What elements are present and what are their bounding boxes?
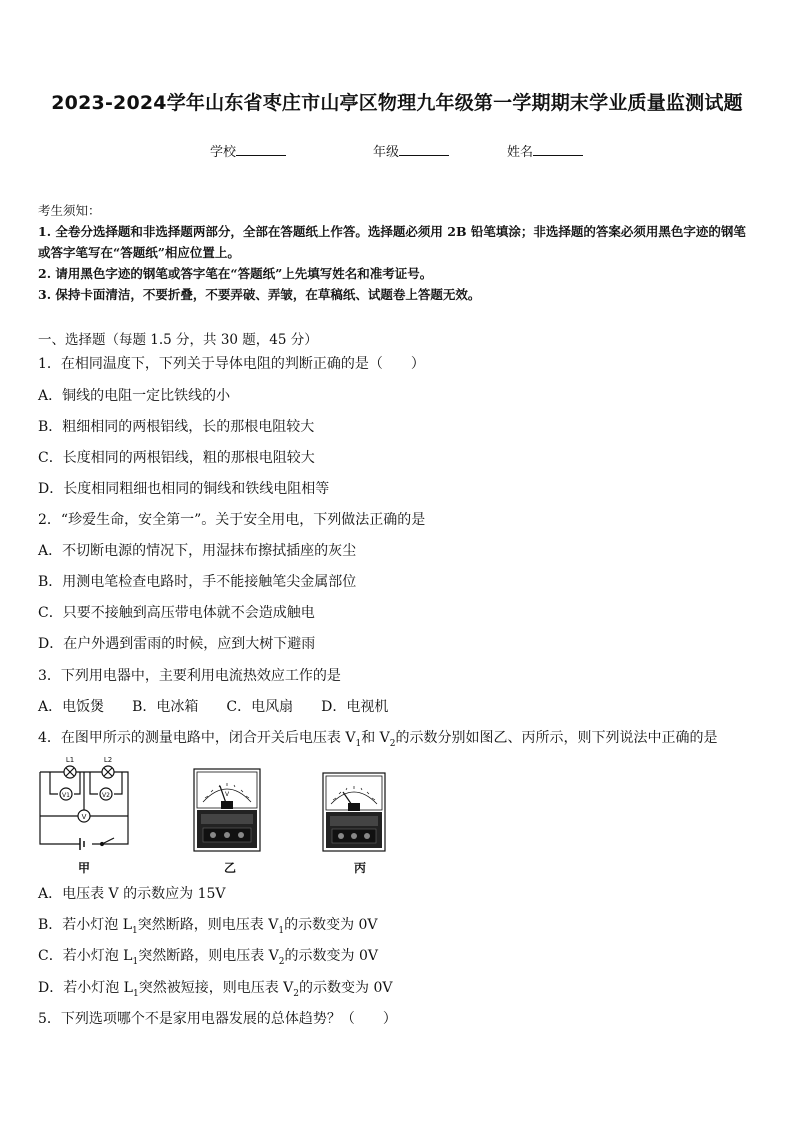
- q4-option-a: A．电压表 V 的示数应为 15V: [38, 886, 226, 902]
- q3-option-d: D．电视机: [321, 699, 389, 715]
- lamp-l2-label: L2: [103, 756, 113, 764]
- name-field: [507, 141, 583, 160]
- q4-option-c: C．若小灯泡 $L_1$突然断路，则电压表 $V_2$的示数变为 0V: [38, 948, 378, 967]
- section-title: 一、选择题（每题 1.5 分，共 30 题，45 分）: [38, 332, 318, 348]
- voltmeter-v2-label: V2: [102, 792, 110, 799]
- q5-stem: 5．下列选项哪个不是家用电器发展的总体趋势？（ ）: [38, 1011, 397, 1027]
- school-label: 学校: [210, 145, 237, 160]
- q2-option-b: B．用测电笔检查电路时，手不能接触笔尖金属部位: [38, 574, 357, 590]
- voltmeter-v-label: V: [81, 813, 87, 821]
- q2-stem: 2．“珍爱生命，安全第一”。关于安全用电，下列做法正确的是: [38, 512, 426, 528]
- figure-caption-jia: 甲: [78, 861, 91, 875]
- q1-stem: 1．在相同温度下，下列关于导体电阻的判断正确的是（ ）: [38, 356, 425, 372]
- q3-option-c: C．电风扇: [226, 699, 294, 715]
- notice-item-1: 1. 全卷分选择题和非选择题两部分，全部在答题纸上作答。选择题必须用 2B 铅笔填涂；非选择题的答案必须用黑色字迹的钢笔或答字笔写在“答题纸”相应位置上。: [38, 224, 746, 260]
- student-info-row: [0, 141, 794, 159]
- svg-text:V: V: [224, 791, 230, 798]
- lamp-l1-label: L1: [65, 756, 75, 764]
- notice-item-2: 2. 请用黑色字迹的钢笔或答字笔在“答题纸”上先填写姓名和准考证号。: [38, 266, 433, 281]
- q4-option-d: D．若小灯泡 $L_1$突然被短接，则电压表 $V_2$的示数变为 0V: [38, 980, 393, 999]
- q2-option-c: C．只要不接触到高压带电体就不会造成触电: [38, 605, 315, 621]
- name-blank: [533, 143, 583, 156]
- q3-stem: 3．下列用电器中，主要利用电流热效应工作的是: [38, 668, 341, 684]
- q2-option-d: D．在户外遇到雷雨的时候，应到大树下避雨: [38, 636, 316, 652]
- q2-option-a: A．不切断电源的情况下，用湿抹布擦拭插座的灰尘: [38, 543, 357, 559]
- q1-option-a: A．铜线的电阻一定比铁线的小: [38, 388, 231, 404]
- q3-options: [38, 696, 416, 716]
- q3-option-b: B．电冰箱: [132, 699, 199, 715]
- q4-stem: 4．在图甲所示的测量电路中，闭合开关后电压表 $V_1$和 $V_2$的示数分别如图乙、丙所示，则下列说法中正确的是: [38, 730, 718, 749]
- notice-item-3: 3. 保持卡面清洁，不要折叠，不要弄破、弄皱，在草稿纸、试题卷上答题无效。: [38, 287, 481, 302]
- grade-blank: [399, 143, 449, 156]
- q1-option-b: B．粗细相同的两根铝线，长的那根电阻较大: [38, 419, 315, 435]
- school-field: [210, 141, 286, 160]
- voltmeter-v1-label: V1: [62, 792, 70, 799]
- voltmeter-figure-yi: [193, 768, 261, 852]
- exam-notice: [38, 200, 758, 305]
- name-label: 姓名: [507, 145, 534, 160]
- circuit-diagram-figure: [36, 754, 132, 854]
- figure-caption-yi: 乙: [224, 861, 237, 875]
- school-blank: [236, 143, 286, 156]
- grade-field: [373, 141, 449, 160]
- grade-label: 年级: [373, 145, 400, 160]
- q4-option-b: B．若小灯泡 $L_1$突然断路，则电压表 $V_1$的示数变为 0V: [38, 917, 378, 936]
- figure-caption-bing: 丙: [354, 861, 367, 875]
- page-title: 2023-2024学年山东省枣庄市山亭区物理九年级第一学期期末学业质量监测试题: [51, 92, 743, 114]
- q1-option-d: D．长度相同粗细也相同的铜线和铁线电阻相等: [38, 481, 330, 497]
- q1-option-c: C．长度相同的两根铝线，粗的那根电阻较大: [38, 450, 315, 466]
- notice-heading: 考生须知：: [38, 203, 101, 218]
- voltmeter-figure-bing: [322, 772, 386, 852]
- q3-option-a: A．电饭煲: [38, 699, 105, 715]
